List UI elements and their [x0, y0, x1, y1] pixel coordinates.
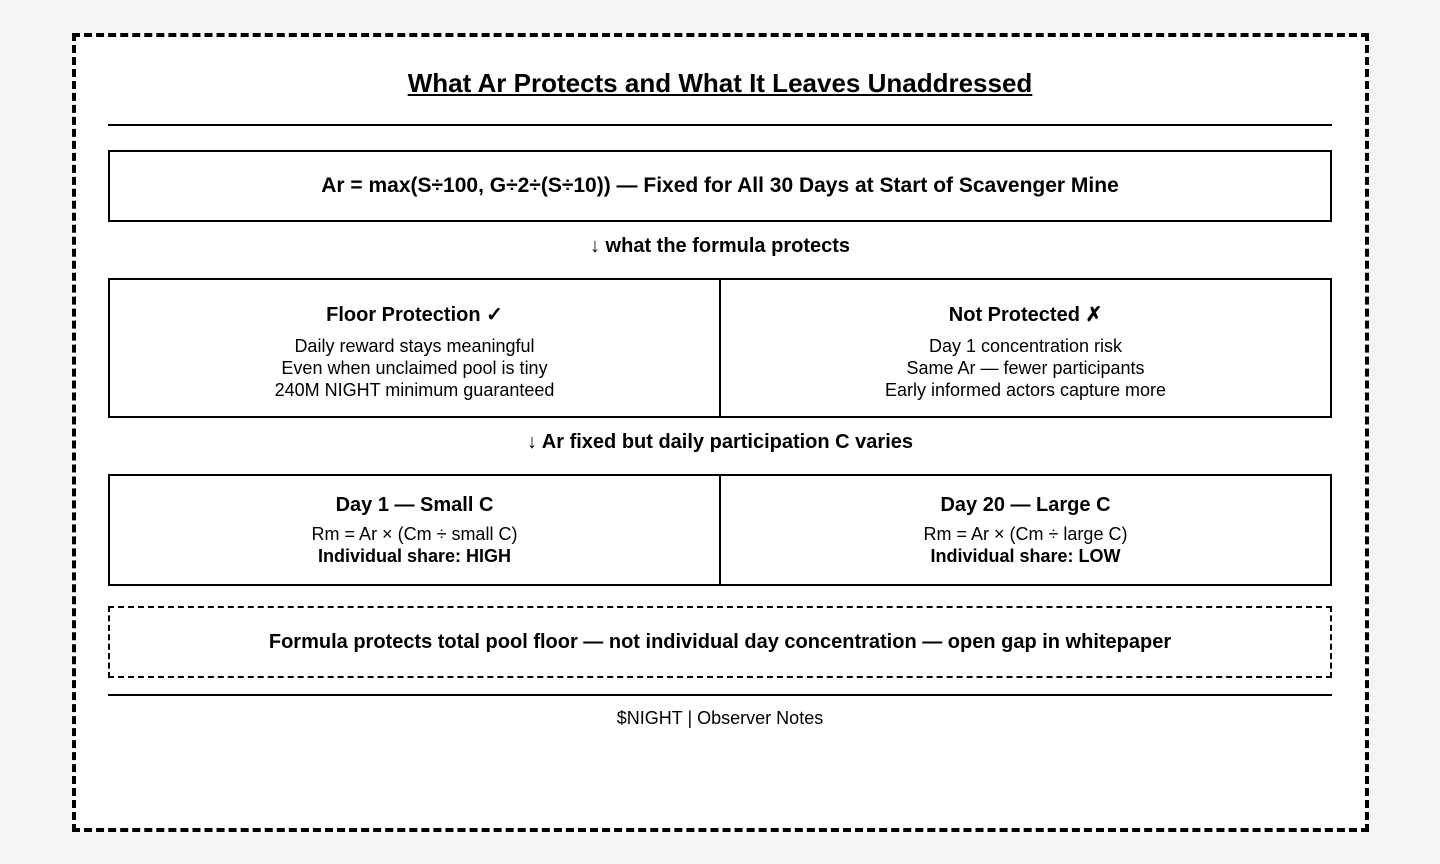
footer-credit: $NIGHT | Observer Notes: [616, 708, 824, 728]
day20-panel: [719, 476, 1330, 584]
protection-comparison: [108, 278, 1332, 418]
individual-share: Individual share: LOW: [930, 546, 1121, 566]
arrow-label-participation: ↓ Ar fixed but daily participation C varies: [526, 431, 913, 453]
diagram-title: What Ar Protects and What It Leaves Unaddressed: [407, 68, 1033, 98]
panel-line: Same Ar — fewer participants: [906, 358, 1145, 378]
arrow-label-protects: ↓ what the formula protects: [589, 235, 851, 257]
panel-line: Even when unclaimed pool is tiny: [281, 358, 548, 378]
panel-heading: Day 20 — Large C: [940, 494, 1111, 516]
formula-text: Ar = max(S÷100, G÷2÷(S÷10)) — Fixed for All 30 Days at Start of Scavenger Mine: [321, 174, 1119, 197]
day-formula: Rm = Ar × (Cm ÷ large C): [923, 524, 1128, 544]
panel-line: Early informed actors capture more: [884, 380, 1167, 400]
gap-note: [108, 606, 1332, 678]
divider: [108, 694, 1332, 696]
panel-heading: Day 1 — Small C: [335, 494, 494, 516]
panel-line: Daily reward stays meaningful: [294, 336, 535, 356]
gap-note-text: Formula protects total pool floor — not individual day concentration — open gap in whitepaper: [268, 630, 1172, 653]
not-protected-panel: [719, 280, 1330, 416]
panel-heading: Floor Protection ✓: [326, 304, 503, 326]
day-formula: Rm = Ar × (Cm ÷ small C): [311, 524, 518, 544]
day1-panel: [110, 476, 719, 584]
formula-box: [108, 150, 1332, 222]
day-comparison: [108, 474, 1332, 586]
individual-share: Individual share: HIGH: [317, 546, 512, 566]
divider: [108, 124, 1332, 126]
panel-line: Day 1 concentration risk: [928, 336, 1123, 356]
panel-line: 240M NIGHT minimum guaranteed: [274, 380, 555, 400]
floor-protection-panel: [110, 280, 719, 416]
panel-heading: Not Protected ✗: [948, 304, 1103, 326]
